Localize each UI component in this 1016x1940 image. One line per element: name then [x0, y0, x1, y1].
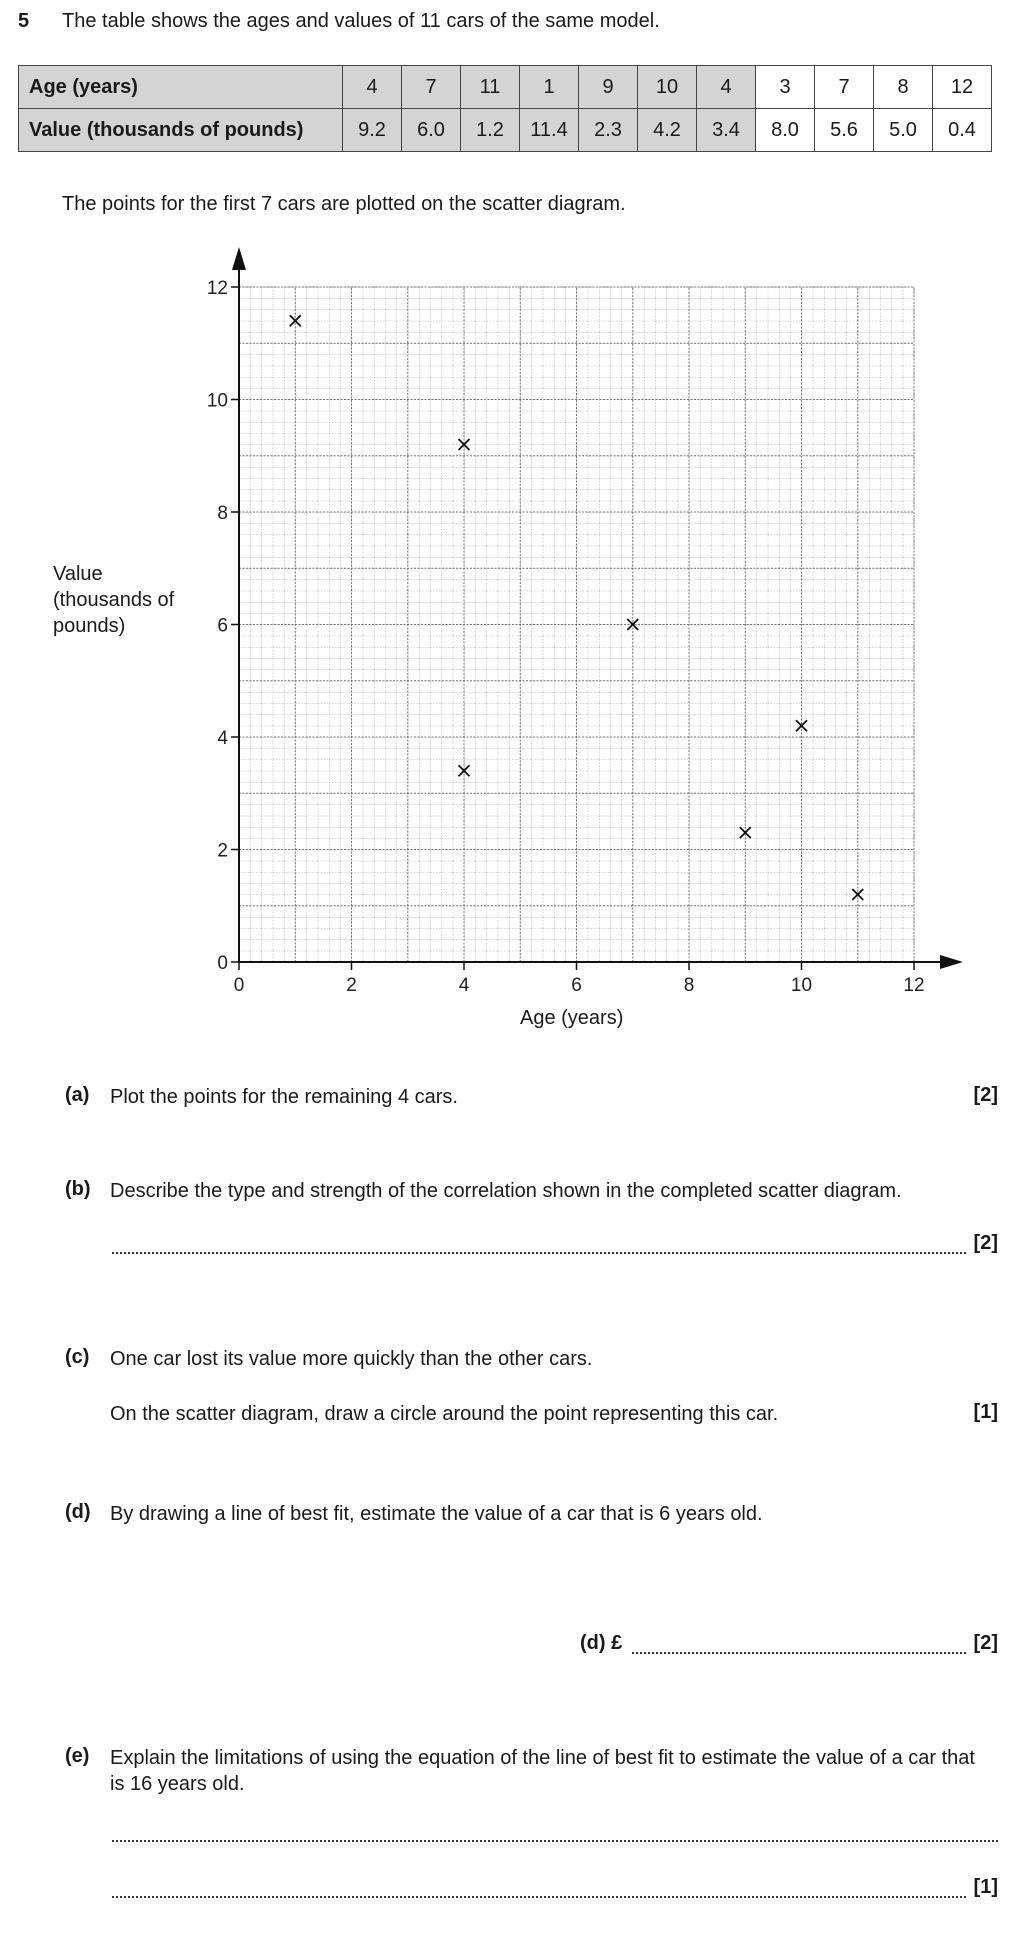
- part-e-answer-line-1[interactable]: [112, 1840, 998, 1842]
- part-c-marks: [1]: [973, 1401, 998, 1423]
- x-tick-label: 6: [571, 975, 582, 996]
- age-cell: 10: [638, 66, 697, 109]
- age-cell: 9: [579, 66, 638, 109]
- part-b-marks: [2]: [973, 1232, 998, 1254]
- value-cell: 5.0: [874, 109, 933, 152]
- age-cell: 8: [874, 66, 933, 109]
- value-row-header: Value (thousands of pounds): [19, 109, 343, 152]
- value-cell: 2.3: [579, 109, 638, 152]
- y-tick-label: 10: [206, 390, 228, 412]
- x-tick-label: 4: [458, 975, 470, 996]
- y-axis-label: Value (thousands of pounds): [53, 563, 175, 637]
- part-d-marks: [2]: [973, 1632, 998, 1654]
- value-cell: 1.2: [461, 109, 520, 152]
- value-cell: 3.4: [697, 109, 756, 152]
- value-cell: 6.0: [402, 109, 461, 152]
- x-tick-label: 2: [346, 975, 357, 996]
- value-cell: 0.4: [933, 109, 992, 152]
- x-axis-label: Age (years): [520, 1007, 624, 1029]
- part-e-text: Explain the limitations of using the equation of the line of best fit to estimate the value of a car that is 16 years old.: [110, 1747, 975, 1795]
- value-cell: 4.2: [638, 109, 697, 152]
- part-c-label: (c): [65, 1346, 90, 1368]
- part-c-text2: On the scatter diagram, draw a circle around the point representing this car.: [110, 1403, 779, 1425]
- x-tick-label: 8: [683, 975, 695, 996]
- x-tick-label: 10: [790, 975, 813, 996]
- part-a-marks: [2]: [973, 1084, 998, 1106]
- part-b-text: Describe the type and strength of the correlation shown in the completed scatter diagram.: [110, 1180, 902, 1202]
- age-cell: 7: [402, 66, 461, 109]
- y-tick-label: 4: [217, 728, 228, 749]
- age-cell: 7: [815, 66, 874, 109]
- part-d-answer-line[interactable]: [632, 1652, 966, 1654]
- age-cell: 3: [756, 66, 815, 109]
- value-cell: 5.6: [815, 109, 874, 152]
- part-c-text1: One car lost its value more quickly than the other cars.: [110, 1348, 593, 1370]
- value-cell: 9.2: [343, 109, 402, 152]
- y-tick-label: 12: [206, 278, 228, 299]
- part-b-label: (b): [65, 1178, 91, 1200]
- age-row-header: Age (years): [19, 66, 343, 109]
- part-a-label: (a): [65, 1084, 90, 1106]
- x-axis-arrow: [940, 955, 963, 969]
- part-d-answer-label: (d) £: [580, 1632, 623, 1654]
- y-tick-label: 6: [217, 615, 228, 637]
- age-cell: 4: [697, 66, 756, 109]
- y-tick-label: 8: [217, 503, 228, 524]
- part-d-text: By drawing a line of best fit, estimate the value of a car that is 6 years old.: [110, 1503, 763, 1525]
- age-cell: 4: [343, 66, 402, 109]
- x-tick-label: 12: [903, 975, 925, 996]
- age-cell: 11: [461, 66, 520, 109]
- y-tick-label: 0: [217, 953, 228, 974]
- age-cell: 12: [933, 66, 992, 109]
- y-tick-label: 2: [217, 840, 228, 862]
- age-cell: 1: [520, 66, 579, 109]
- question-number: 5: [18, 10, 30, 32]
- part-d-label: (d): [65, 1501, 91, 1523]
- y-axis-arrow: [232, 247, 246, 270]
- part-e-answer-line-2[interactable]: [112, 1896, 966, 1898]
- part-e-marks: [1]: [973, 1876, 998, 1898]
- scatter-lead-text: The points for the first 7 cars are plotted on the scatter diagram.: [62, 193, 626, 215]
- part-a-text: Plot the points for the remaining 4 cars.: [110, 1086, 458, 1108]
- x-tick-label: 0: [233, 975, 245, 996]
- value-cell: 11.4: [520, 109, 579, 152]
- value-cell: 8.0: [756, 109, 815, 152]
- question-intro: The table shows the ages and values of 11 cars of the same model.: [62, 10, 660, 32]
- part-e-label: (e): [65, 1745, 90, 1767]
- part-b-answer-line[interactable]: [112, 1252, 966, 1254]
